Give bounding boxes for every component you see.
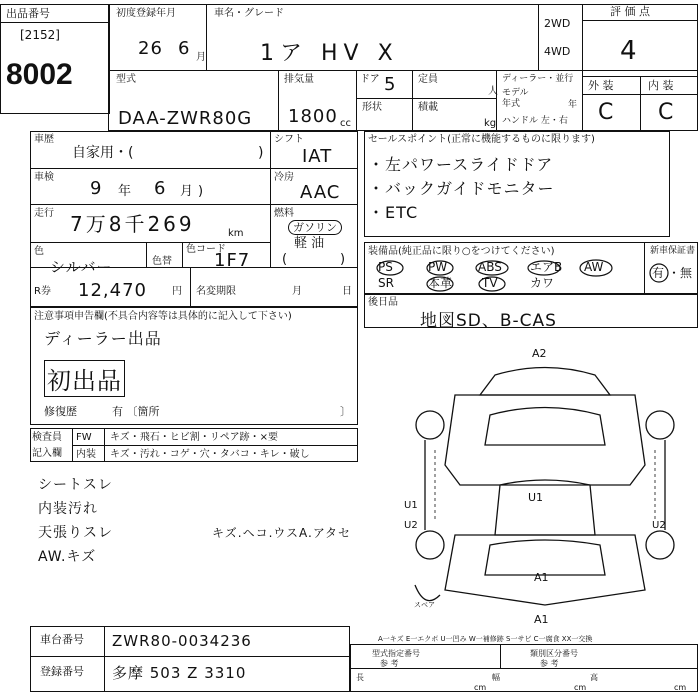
equip-sr: SR: [378, 276, 394, 290]
length-cm: cm: [474, 683, 487, 692]
lot-label: 出品番号: [6, 7, 50, 20]
int-text: キズ・汚れ・コゲ・穴・タバコ・キレ・破し: [110, 449, 310, 460]
inspect-month: 6: [154, 178, 167, 199]
history-value: 自家用・(: [72, 145, 134, 161]
exterior-label: 外 装: [588, 79, 614, 92]
fuel-paren-close: ): [340, 252, 346, 267]
fuel-label: 燃料: [274, 208, 294, 219]
reg-label: 初度登録年月: [116, 8, 176, 19]
recycle-value: 12,470: [78, 280, 147, 301]
title-month: 月: [292, 286, 302, 297]
title-label: 名変期限: [196, 286, 236, 297]
notes-line1: ディーラー出品: [44, 329, 162, 348]
equip-airbag: エアB: [530, 260, 563, 274]
model-year-label: モデル 年式: [502, 88, 529, 109]
equip-pw: PW: [428, 260, 448, 274]
equip-aw: AW: [584, 260, 604, 274]
diag-spare: スベア: [414, 601, 435, 609]
inspect-month-unit: 月: [180, 184, 194, 199]
aftermarket-label: 後日品: [368, 297, 398, 308]
door-label: ドア: [360, 74, 380, 85]
inspector-label2: 記入欄: [32, 448, 62, 459]
remark-line1: シートスレ: [38, 477, 113, 493]
regno-value: 多摩 503 Z 3310: [112, 664, 247, 682]
notes-label: 注意事項申告欄(不具合内容等は具体的に記入して下さい): [34, 311, 292, 322]
warranty-circle: [648, 262, 670, 284]
reg-month: 6: [178, 38, 191, 59]
fuel-diesel: 軽 油: [294, 236, 325, 251]
capacity-unit: 人: [488, 86, 498, 97]
chassis-label: 車台番号: [40, 633, 84, 646]
mileage-label: 走行: [34, 208, 54, 219]
warranty-no: ・無: [668, 266, 693, 280]
cc-value: 1800: [288, 106, 338, 127]
inspect-close: ): [198, 184, 204, 199]
regno-label: 登録番号: [40, 665, 84, 678]
history-close: ): [258, 145, 264, 161]
reg-year: 26: [138, 38, 163, 59]
yen-unit: 円: [172, 286, 182, 297]
sales-item-2: ・バックガイドモニター: [368, 179, 555, 198]
color-replace-label: 色替: [152, 256, 172, 267]
repair-label: 修復歴: [44, 405, 77, 418]
diag-a1-bottom: A1: [534, 613, 549, 626]
shift-value: IAT: [302, 146, 333, 167]
inspection-label: 車検: [34, 172, 54, 183]
diag-a2: A2: [532, 347, 547, 360]
shift-label: シフト: [274, 134, 304, 145]
load-unit: kg: [484, 118, 497, 129]
dealer-label: ディーラー・並行: [502, 74, 574, 84]
damage-legend: A一キズ E一エクボ U一凹み W一補修跡 S一サビ C一腐食 XX一交換: [378, 635, 593, 643]
inspect-year: 9: [90, 178, 103, 199]
remark-line4: AW.キズ: [38, 549, 97, 565]
fw-label: FW: [76, 432, 92, 443]
fw-text: キズ・飛石・ヒビ割・リペア跡・×要: [110, 432, 278, 443]
warranty-label: 新車保証書: [650, 246, 696, 256]
door-value: 5: [384, 74, 397, 95]
height-label: 高: [590, 673, 598, 682]
repair-close: 〕: [340, 405, 351, 418]
remark-line2: 内装汚れ: [38, 501, 98, 517]
diag-u2-right: U2: [652, 520, 666, 531]
car-name: 1ア HV X: [260, 41, 399, 66]
grade-label: 評 価 点: [610, 5, 650, 18]
color-value: シルバー: [50, 258, 113, 276]
year-unit: 年: [568, 100, 578, 110]
load-label: 積載: [418, 102, 438, 113]
width-cm: cm: [574, 683, 587, 692]
remark-line3: 天張りスレ: [38, 525, 113, 541]
equip-ps: PS: [378, 260, 393, 274]
int-label: 内装: [76, 449, 96, 460]
width-label: 幅: [492, 673, 500, 682]
recycle-label: R券: [34, 286, 51, 297]
notes-line2: 初出品: [44, 360, 125, 397]
drive-4wd: 4WD: [544, 45, 571, 58]
ac-value: AAC: [300, 182, 341, 203]
fuel-gasoline: ガソリン: [288, 220, 342, 235]
aftermarket-value: 地図SD、B-CAS: [420, 311, 557, 331]
chassis-value: ZWR80-0034236: [112, 632, 252, 650]
interior-label: 内 装: [648, 79, 674, 92]
fuel-paren-open: (: [282, 252, 288, 267]
km-unit: km: [228, 228, 244, 239]
color-code-value: 1F7: [214, 250, 251, 271]
exterior-value: C: [598, 100, 615, 125]
equip-kawa: カワ: [530, 276, 555, 290]
history-label: 車歴: [34, 134, 54, 145]
name-label: 車名・グレード: [214, 8, 284, 19]
inspector-label1: 検査員: [32, 432, 62, 443]
ac-label: 冷房: [274, 172, 294, 183]
cc-label: 排気量: [284, 74, 314, 85]
model-cert-label: 型式指定番号: [372, 649, 420, 658]
diag-u2-left: U2: [404, 520, 418, 531]
remark-extra: キズ.ヘコ.ウスA.アタセ: [212, 526, 352, 540]
model-value: DAA-ZWR80G: [118, 108, 253, 129]
equip-leather: 本革: [428, 276, 453, 290]
repair-value: 有 〔箇所: [112, 405, 160, 418]
diag-u1-center: U1: [528, 491, 544, 504]
drive-2wd: 2WD: [544, 17, 571, 30]
model-ref-label: 参 考: [380, 659, 399, 668]
cc-unit: cc: [340, 118, 351, 129]
diag-a1-rear: A1: [534, 571, 549, 584]
sales-item-1: ・左パワースライドドア: [368, 155, 554, 174]
equip-abs: ABS: [478, 260, 502, 274]
shape-label: 形状: [362, 102, 382, 113]
lot-sub: [2152]: [20, 28, 60, 42]
color-label: 色: [34, 246, 44, 257]
mileage-value: 7万8千269: [70, 212, 195, 236]
length-label: 長: [356, 673, 364, 682]
model-label: 型式: [116, 74, 136, 85]
interior-value: C: [658, 100, 675, 125]
handle-label: ハンドル 左・右: [502, 116, 568, 126]
class-ref-label: 参 考: [540, 659, 559, 668]
lot-number: 8002: [6, 58, 73, 91]
title-day: 日: [342, 286, 352, 297]
equip-tv: TV: [482, 276, 498, 290]
warranty-yes: 有: [652, 266, 665, 280]
grade-value: 4: [620, 36, 638, 66]
sales-label: セールスポイント(正常に機能するものに限ります): [368, 134, 595, 145]
reg-month-unit: 月: [196, 52, 206, 63]
class-label: 類別区分番号: [530, 649, 578, 658]
sales-item-3: ・ETC: [368, 203, 419, 222]
equipment-label: 装備品(純正品に限り○をつけてください): [368, 246, 555, 257]
equipment-circles: [364, 256, 644, 294]
diag-u1-left: U1: [404, 500, 418, 511]
capacity-label: 定員: [418, 74, 438, 85]
color-code-label: 色コード: [186, 244, 226, 255]
inspect-year-unit: 年: [118, 184, 132, 199]
height-cm: cm: [674, 683, 687, 692]
